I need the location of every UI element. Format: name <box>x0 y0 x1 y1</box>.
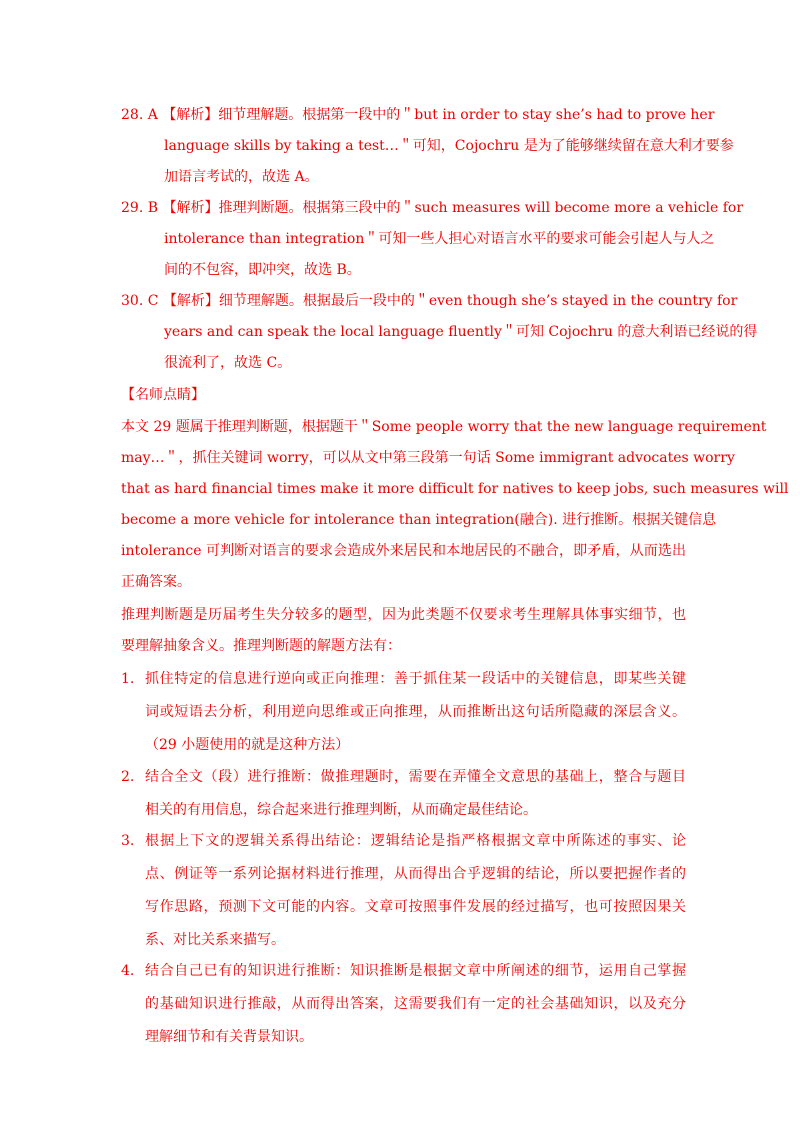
method-line: 相关的有用信息，综合起来进行推理判断，从而确定最佳结论。 <box>145 802 537 818</box>
answer-label: 29. B 【解析】 <box>121 200 219 216</box>
tips-paragraph-1 <box>121 412 789 598</box>
method-line: 结合全文（段）进行推断：做推理题时，需要在弄懂全文意思的基础上，整合与题目 <box>145 769 686 785</box>
answer-line: 细节理解题。根据最后一段中的＂even though she’s stayed in the country for <box>218 293 738 309</box>
paragraph-line: 本文 29 题属于推理判断题，根据题干＂Some people worry that the new language requirement <box>121 419 767 435</box>
method-number: 2. <box>121 769 135 785</box>
method-line: 点、例证等一系列论据材料进行推理，从而得出合乎逻辑的结论，所以要把握作者的 <box>145 866 686 882</box>
method-line: 写作思路，预测下文可能的内容。文章可按照事件发展的经过描写，也可按照因果关 <box>145 899 686 915</box>
method-item-3 <box>121 825 686 957</box>
paragraph-line: may…＂，抓住关键词 worry，可以从文中第三段第一句话 Some immigrant advocates worry <box>121 450 735 466</box>
paragraph-line: intolerance 可判断对语言的要求会造成外来居民和本地居民的不融合，即矛盾，从而选出 <box>121 543 686 559</box>
method-item-1 <box>121 663 686 762</box>
method-line: 的基础知识进行推敲，从而得出答案，这需要我们有一定的社会基础知识，以及充分 <box>145 996 686 1012</box>
method-item-2 <box>121 761 686 827</box>
answer-label: 28. A 【解析】 <box>121 107 219 123</box>
method-line: 词或短语去分析，利用逆向思维或正向推理，从而推断出这句话所隐藏的深层含义。 <box>145 704 686 720</box>
answer-line: 加语言考试的，故选 A。 <box>164 169 319 185</box>
answer-line: 细节理解题。根据第一段中的＂but in order to stay she’s had to prove her <box>218 107 715 123</box>
method-line: 抓住特定的信息进行逆向或正向推理：善于抓住某一段话中的关键信息，即某些关键 <box>145 671 686 687</box>
method-item-4 <box>121 955 686 1054</box>
paragraph-line: 正确答案。 <box>121 574 191 590</box>
answer-line: 推理判断题。根据第三段中的＂such measures will become more a vehicle for <box>218 200 744 216</box>
paragraph-line: 推理判断题是历届考生失分较多的题型，因为此类题不仅要求考生理解具体事实细节，也 <box>121 607 686 623</box>
method-line: 系、对比关系来描写。 <box>145 932 285 948</box>
answer-line: intolerance than integration＂可知一些人担心对语言水平的要求可能会引起人与人之 <box>164 231 715 247</box>
answer-line: 很流利了，故选 C。 <box>164 355 292 371</box>
tips-paragraph-2 <box>121 600 686 662</box>
method-line: 理解细节和有关背景知识。 <box>145 1029 313 1045</box>
paragraph-line: 要理解抽象含义。推理判断题的解题方法有： <box>121 638 401 654</box>
answer-line: 间的不包容，即冲突，故选 B。 <box>164 262 361 278</box>
paragraph-line: that as hard financial times make it more difficult for natives to keep jobs, such measures will <box>121 481 789 497</box>
method-number: 3. <box>121 833 135 849</box>
tips-heading: 【名师点睛】 <box>121 387 205 403</box>
method-line: 根据上下文的逻辑关系得出结论：逻辑结论是指严格根据文章中所陈述的事实、论 <box>145 833 686 849</box>
method-number: 4. <box>121 963 135 979</box>
paragraph-line: become a more vehicle for intolerance than integration(融合). 进行推断。根据关键信息 <box>121 512 717 528</box>
method-number: 1. <box>121 671 135 687</box>
answer-28 <box>121 100 734 193</box>
method-line: 结合自己已有的知识进行推断：知识推断是根据文章中所阐述的细节，运用自己掌握 <box>145 963 686 979</box>
answer-label: 30. C 【解析】 <box>121 293 219 309</box>
answer-30 <box>121 286 758 379</box>
answer-line: years and can speak the local language fluently＂可知 Cojochru 的意大利语已经说的得 <box>164 324 758 340</box>
answer-29 <box>121 193 744 286</box>
answer-line: language skills by taking a test…＂可知，Cojochru 是为了能够继续留在意大利才要参 <box>164 138 734 154</box>
method-line: （29 小题使用的就是这种方法） <box>145 737 350 753</box>
